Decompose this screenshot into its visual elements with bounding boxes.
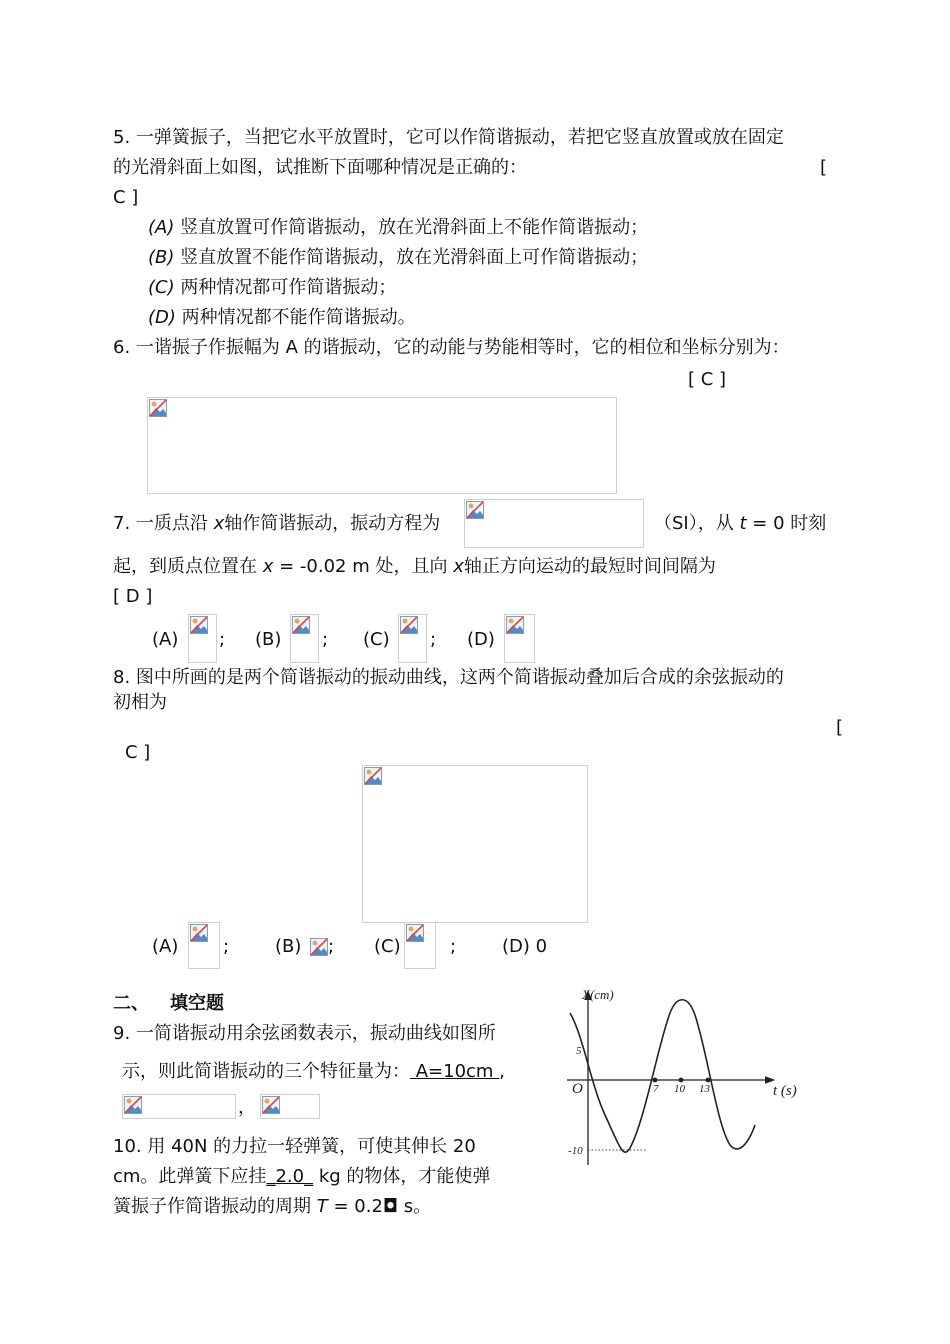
broken-image-icon [400,616,418,634]
q9-stem-line1: 9. 一简谐振动用余弦函数表示，振动曲线如图所 [113,1023,496,1044]
broken-image-icon [190,616,208,634]
option-text: 两种情况都不能作简谐振动。 [181,307,416,328]
broken-image-icon [292,616,310,634]
q5-option-d [148,306,416,330]
q7-text: 起，到质点位置在 [113,556,257,577]
q7-option-d-image [504,614,535,663]
q7-sep: ; [219,629,226,650]
q8-bracket-open: [ [836,717,844,738]
y-tick-5: 5 [576,1045,582,1057]
q7-equation-image [464,499,644,548]
q7-text: = 0 时刻 [752,513,827,534]
q5-stem-line2: 的光滑斜面上如图，试推断下面哪种情况是正确的： [113,157,527,178]
q7-text: 7. 一质点沿 [113,513,208,534]
q8-option-b-label: (B) [275,936,302,957]
q8-figure-image [362,765,588,923]
q5-bracket-open: [ [820,157,828,178]
q7-option-c-image [398,614,427,663]
q6-missing-image [147,397,617,494]
q9-comma: ， [238,1097,256,1118]
q7-option-a-image [188,614,217,663]
broken-image-icon [364,767,382,785]
q9-answer-image-2 [260,1094,320,1119]
q7-stem-line1b [654,512,826,536]
q7-var-x: x [213,513,225,534]
q6-stem: 6. 一谐振子作振幅为 A 的谐振动，它的动能与势能相等时，它的相位和坐标分别为： [113,337,790,358]
q9-text: 示，则此简谐振动的三个特征量为： [122,1061,410,1082]
q9-text: , [499,1061,505,1082]
option-text: 两种情况都可作简谐振动； [180,277,397,298]
q7-text: 轴正方向运动的最短时间间隔为 [463,556,716,577]
broken-image-icon [190,924,208,942]
q10-text: cm。此弹簧下应挂 [113,1166,267,1187]
q7-sep: ; [430,629,437,650]
q8-answer: C ] [125,742,151,763]
q7-var-x: x [453,556,464,577]
q10-stem-line3 [113,1195,431,1219]
q9-answer-image-1 [122,1094,236,1119]
q7-stem-line2 [113,555,716,579]
q10-answer-mass: _2.0_ [266,1166,314,1187]
q5-stem-line1: 5. 一弹簧振子，当把它水平放置时，它可以作简谐振动，若把它竖直放置或放在固定 [113,127,784,148]
q7-var-x: x [262,556,274,577]
x-axis-label: t (s) [773,1083,797,1099]
q7-stem-line1a [113,512,440,536]
option-text: 竖直放置不能作简谐振动，放在光滑斜面上可作简谐振动； [180,247,649,268]
q7-option-c-label: (C) [363,629,390,650]
q5-option-c [148,276,396,300]
q8-option-b-image [310,938,328,956]
section-number: 二、 [113,993,149,1014]
q7-option-a-label: (A) [152,629,179,650]
q5-answer: C ] [113,187,139,208]
x-tick-10: 10 [674,1083,685,1095]
q7-sep: ; [322,629,329,650]
q7-option-d-label: (D) [467,629,495,650]
broken-image-icon [466,501,484,519]
q7-option-b-image [290,614,319,663]
y-tick-neg10: -10 [568,1145,583,1157]
q10-text: 簧振子作简谐振动的周期 [113,1196,311,1217]
option-text: 竖直放置可作简谐振动，放在光滑斜面上不能作简谐振动； [180,217,649,238]
q8-stem-line2: 初相为 [113,692,167,713]
q8-option-c-image [404,922,436,969]
q8-sep: ; [450,936,457,957]
q10-missing-glyph: ◘ [382,1196,399,1217]
q8-stem-line1: 8. 图中所画的是两个简谐振动的振动曲线，这两个简谐振动叠加后合成的余弦振动的 [113,667,784,688]
tick-dot-7 [653,1078,658,1083]
q5-option-a [148,216,648,240]
q8-option-c-label: (C) [374,936,401,957]
option-label: (C) [148,277,175,298]
oscillation-graph [555,985,815,1170]
broken-image-icon [124,1096,142,1114]
q8-sep: ; [223,936,230,957]
q10-stem-line1: 10. 用 40N 的力拉一轻弹簧，可使其伸长 20 [113,1136,476,1157]
q8-sep: ; [328,936,335,957]
q8-option-a-label: (A) [152,936,179,957]
q7-text: 轴作简谐振动，振动方程为 [224,513,441,534]
q7-var-t: t [739,513,747,534]
broken-image-icon [149,399,167,417]
oscillation-curve [570,1000,755,1152]
q5-option-b [148,246,648,270]
tick-dot-10 [679,1078,684,1083]
q10-text: kg 的物体，才能使弹 [318,1166,491,1187]
x-tick-7: 7 [653,1083,659,1095]
broken-image-icon [406,924,424,942]
option-label: (A) [148,217,175,238]
q7-option-b-label: (B) [255,629,282,650]
q10-var-T: T [316,1196,328,1217]
broken-image-icon [262,1096,280,1114]
q10-stem-line2 [113,1165,490,1189]
option-label: (D) [148,307,176,328]
q9-stem-line2 [122,1060,505,1084]
origin-label: O [572,1081,583,1097]
y-axis-label: X(cm) [582,987,614,1002]
q7-text: （SI），从 [654,513,734,534]
section-title: 填空题 [170,993,224,1014]
q7-text: = -0.02 m 处，且向 [279,556,448,577]
q7-answer: [ D ] [113,586,153,607]
q8-option-a-image [188,922,220,969]
x-tick-13: 13 [699,1083,710,1095]
q6-answer: [ C ] [688,369,727,390]
q10-text: s。 [398,1196,432,1217]
tick-dot-13 [706,1078,711,1083]
q8-option-d: (D) 0 [502,936,548,957]
q10-text: = 0.2 [333,1196,383,1217]
q9-answer-amplitude: A=10cm [410,1061,500,1082]
broken-image-icon [506,616,524,634]
option-label: (B) [148,247,175,268]
